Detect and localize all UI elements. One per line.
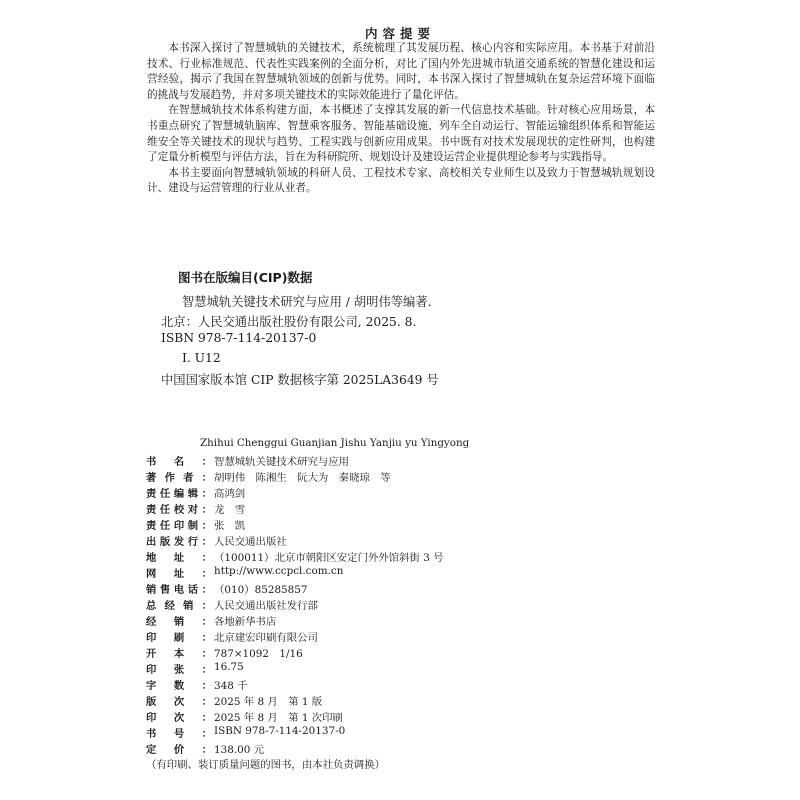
credit-label: 字数： — [146, 680, 212, 692]
credit-label: 印刷： — [146, 632, 212, 644]
cip-classification-line: Ⅰ. U12 — [182, 351, 221, 365]
credit-value: （100011）北京市朝阳区安定门外外馆斜街 3 号 — [214, 552, 444, 564]
credit-label: 定价： — [146, 744, 212, 756]
credit-value: 2025 年 8 月 第 1 版 — [214, 696, 323, 708]
credit-label: 版次： — [146, 696, 212, 708]
credit-value: 北京建宏印刷有限公司 — [214, 632, 318, 644]
cip-publisher-line: 北京：人民交通出版社股份有限公司, 2025. 8. — [161, 315, 417, 329]
credit-label: 著作者： — [146, 472, 212, 484]
cip-record-line: 中国国家版本馆 CIP 数据核字第 2025LA3649 号 — [161, 373, 439, 387]
credit-label: 印次： — [146, 712, 212, 724]
pinyin-title: Zhihui Chenggui Guanjian Jishu Yanjiu yu Yingyong — [200, 437, 470, 449]
credit-label: 总经销： — [146, 600, 212, 612]
credit-label: 销售电话： — [146, 584, 212, 596]
credit-label: 开本： — [146, 648, 212, 660]
credit-value: 16.75 — [214, 661, 244, 673]
credit-value: （010）85285857 — [214, 584, 308, 596]
credit-value: 胡明伟 陈湘生 阮大为 秦晓琼 等 — [214, 472, 391, 484]
credit-label: 印张： — [146, 664, 212, 676]
summary-title: 内容提要 — [364, 26, 435, 41]
credit-value: 348 千 — [214, 680, 248, 692]
credit-value: 张 凯 — [214, 520, 246, 532]
credit-value: http://www.ccpcl.com.cn — [214, 565, 344, 577]
credit-label: 书名： — [146, 456, 212, 468]
cip-isbn-line: ISBN 978-7-114-20137-0 — [161, 331, 317, 345]
credit-value: 各地新华书店 — [214, 616, 277, 628]
credit-label: 经销： — [146, 616, 212, 628]
credit-label: 书号： — [146, 728, 212, 740]
credit-label: 责任编辑： — [146, 488, 212, 500]
credit-value: 138.00 元 — [214, 744, 265, 756]
cip-heading: 图书在版编目(CIP)数据 — [178, 270, 313, 285]
credit-value: ISBN 978-7-114-20137-0 — [214, 725, 346, 737]
summary-paragraph: 本书深入探讨了智慧城轨的关键技术，系统梳理了其发展历程、核心内容和实际应用。本书基于对前沿技术、行业标准规范、代表性实践案例的全面分析，对比了国内外先进城市轨道交通系统的智慧化建设和运营经验，揭示了我国在智慧城轨领域的创新与优势。同时，本书深入探讨了智慧城轨在复杂运营环境下面临的挑战与发展趋势，并对多项关键技术的实际效能进行了量化评估。 — [147, 42, 655, 101]
credit-value: 人民交通出版社发行部 — [214, 600, 318, 612]
credit-value: 高鸿剑 — [214, 488, 246, 500]
quality-note: （有印刷、装订质量问题的图书，由本社负责调换） — [146, 759, 385, 771]
credit-label: 出版发行： — [146, 536, 212, 548]
credit-value: 787×1092 1/16 — [214, 648, 303, 660]
credit-value: 智慧城轨关键技术研究与应用 — [214, 456, 350, 468]
credit-label: 地址： — [146, 552, 212, 564]
summary-body — [147, 41, 655, 197]
credit-value: 人民交通出版社 — [214, 536, 287, 548]
credit-value: 2025 年 8 月 第 1 次印刷 — [214, 712, 343, 724]
cip-title-line: 智慧城轨关键技术研究与应用 / 胡明伟等编著. — [182, 295, 432, 309]
summary-paragraph: 在智慧城轨技术体系构建方面，本书概述了支撑其发展的新一代信息技术基础。针对核心应用场景，本书重点研究了智慧城轨脑库、智慧乘客服务、智能基础设施、列车全自动运行、智能运输组织体系和智能运维安全等关键技术的现状与趋势、工程实践与创新应用成果。书中既有对技术发展现状的定性研判，也构建了定量分析模型与评估方法，旨在为科研院所、规划设计及建设运营企业提供理论参考与实践指导。 — [147, 104, 655, 164]
credit-label: 责任校对： — [146, 504, 212, 516]
credit-label: 网址： — [146, 568, 212, 580]
credit-value: 龙 雪 — [214, 504, 246, 516]
credit-label: 责任印制： — [146, 520, 212, 532]
summary-paragraph: 本书主要面向智慧城轨领域的科研人员、工程技术专家、高校相关专业师生以及致力于智慧城轨规划设计、建设与运营管理的行业从业者。 — [147, 166, 655, 195]
